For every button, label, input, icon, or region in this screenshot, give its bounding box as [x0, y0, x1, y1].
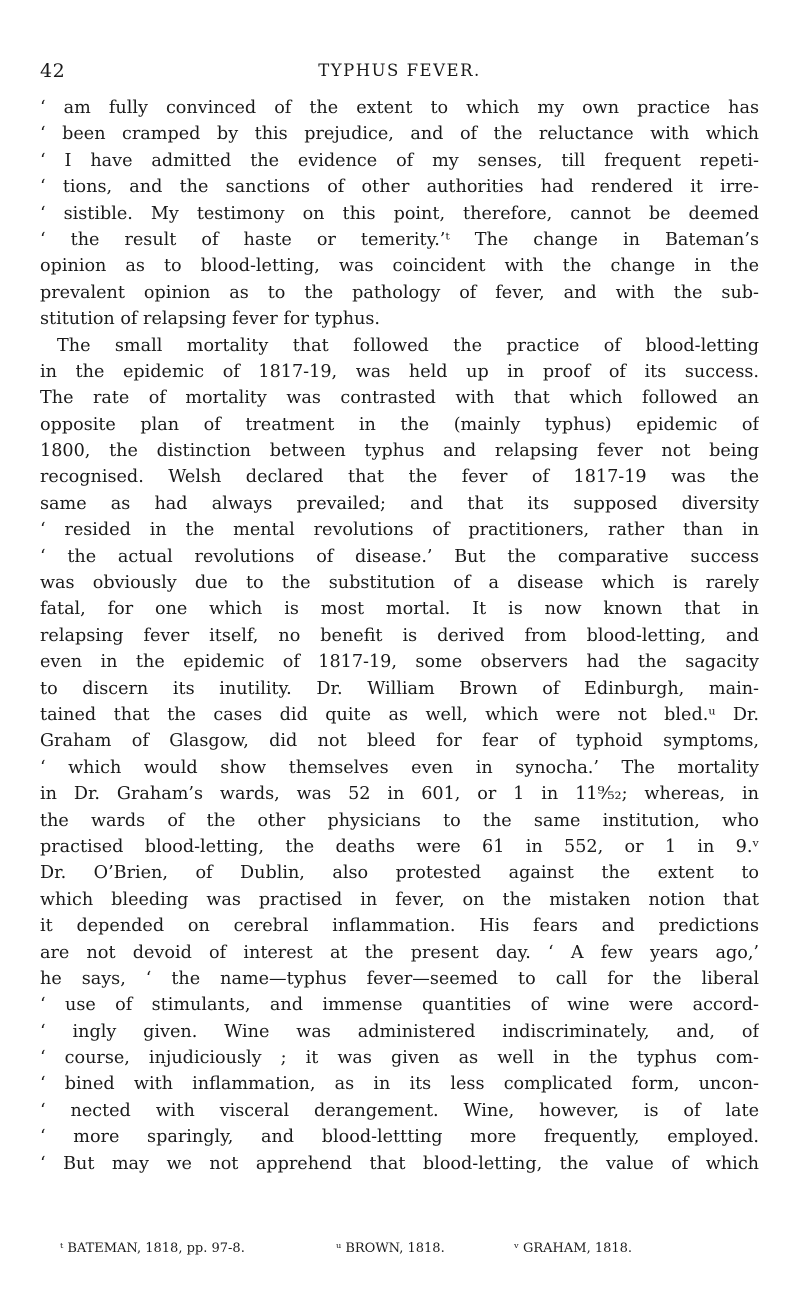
text-line: prevalent opinion as to the pathology of fever, and with the sub-	[40, 282, 759, 303]
text-line: opposite plan of treatment in the (mainly typhus) epidemic of	[40, 414, 759, 435]
text-line: ‘ course, injudiciously ; it was given as well in the typhus com-	[40, 1048, 759, 1069]
text-line: ‘ I have admitted the evidence of my senses, till frequent repeti-	[40, 150, 759, 171]
text-line: are not devoid of interest at the present day. ‘ A few years ago,’	[40, 942, 759, 963]
text-line: tained that the cases did quite as well, which were not bled.ᵘ Dr.	[40, 704, 759, 725]
text-line: he says, ‘ the name—typhus fever—seemed to call for the liberal	[40, 968, 759, 989]
footnote-brown: ᵘ BROWN, 1818.	[336, 1241, 445, 1256]
text-line: to discern its inutility. Dr. William Brown of Edinburgh, main-	[40, 678, 759, 699]
text-line: ‘ the actual revolutions of disease.’ But the comparative success	[40, 546, 759, 567]
text-line: ‘ the result of haste or temerity.’ᵗ The change in Bateman’s	[40, 229, 759, 250]
text-line: which bleeding was practised in fever, on the mistaken notion that	[40, 889, 759, 910]
text-line: fatal, for one which is most mortal. It is now known that in	[40, 599, 759, 620]
text-line: relapsing fever itself, no benefit is derived from blood-letting, and	[40, 625, 759, 646]
text-line: The small mortality that followed the practice of blood-letting	[57, 335, 759, 356]
text-line: ‘ ingly given. Wine was administered indiscriminately, and, of	[40, 1021, 759, 1042]
page-header	[40, 60, 759, 86]
text-line: was obviously due to the substitution of a disease which is rarely	[40, 573, 759, 594]
text-line: ‘ resided in the mental revolutions of practitioners, rather than in	[40, 520, 759, 541]
text-line: ‘ But may we not apprehend that blood-letting, the value of which	[40, 1153, 759, 1174]
footnote-bateman: ᵗ BATEMAN, 1818, pp. 97-8.	[60, 1241, 245, 1256]
text-line: ‘ use of stimulants, and immense quantities of wine were accord-	[40, 995, 759, 1016]
text-line: same as had always prevailed; and that its supposed diversity	[40, 493, 759, 514]
footnotes	[60, 1238, 750, 1260]
text-line: stitution of relapsing fever for typhus.	[40, 309, 381, 330]
text-line: opinion as to blood-letting, was coincident with the change in the	[40, 256, 759, 277]
footnote-graham: ᵛ GRAHAM, 1818.	[514, 1241, 633, 1256]
text-line: ‘ more sparingly, and blood-lettting more frequently, employed.	[40, 1127, 759, 1148]
text-line: recognised. Welsh declared that the fever of 1817-19 was the	[40, 467, 759, 488]
text-line: 1800, the distinction between typhus and relapsing fever not being	[40, 441, 759, 462]
text-line: The rate of mortality was contrasted with that which followed an	[40, 388, 759, 409]
running-title: TYPHUS FEVER.	[318, 61, 481, 80]
text-line: ‘ which would show themselves even in synocha.’ The mortality	[40, 757, 759, 778]
text-line: in Dr. Graham’s wards, was 52 in 601, or 1 in 11⁹⁄₅₂; whereas, in	[40, 784, 759, 805]
text-line: ‘ nected with visceral derangement. Wine, however, is of late	[40, 1100, 759, 1121]
body-text	[40, 95, 759, 1177]
text-line: it depended on cerebral inflammation. His fears and predictions	[40, 916, 759, 937]
text-line: Dr. O’Brien, of Dublin, also protested against the extent to	[40, 863, 759, 884]
text-line: ‘ tions, and the sanctions of other authorities had rendered it irre-	[40, 177, 759, 198]
text-line: ‘ been cramped by this prejudice, and of the reluctance with which	[40, 124, 759, 145]
text-line: ‘ sistible. My testimony on this point, therefore, cannot be deemed	[40, 203, 759, 224]
text-line: even in the epidemic of 1817-19, some observers had the sagacity	[40, 652, 759, 673]
text-line: the wards of the other physicians to the same institution, who	[40, 810, 759, 831]
page-number: 42	[40, 60, 66, 82]
text-line: ‘ am fully convinced of the extent to which my own practice has	[40, 98, 759, 118]
text-line: in the epidemic of 1817-19, was held up in proof of its success.	[40, 361, 759, 382]
text-line: practised blood-letting, the deaths were 61 in 552, or 1 in 9.ᵛ	[40, 836, 759, 857]
text-line: Graham of Glasgow, did not bleed for fear of typhoid symptoms,	[40, 731, 759, 752]
text-line: ‘ bined with inflammation, as in its less complicated form, uncon-	[40, 1074, 759, 1095]
